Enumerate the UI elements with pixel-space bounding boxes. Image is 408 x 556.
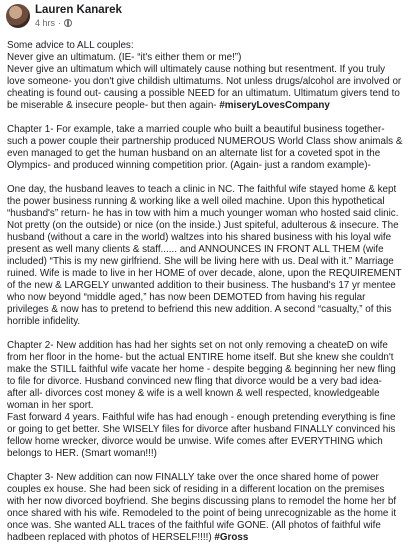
post-paragraph [7, 184, 403, 328]
post-meta [35, 18, 72, 28]
post-time[interactable]: 4 hrs [35, 18, 56, 28]
globe-icon[interactable] [64, 19, 72, 27]
author-name[interactable]: Lauren Kanarek [35, 4, 122, 16]
paragraph-text: One day, the husband leaves to teach a clinic in NC. The faithful wife stayed home & kept the power business running & working like a well oiled machine. Upon this hypothetical “husband's” return- he has in tow with him a much younger woman who hosted said clinic. Not pretty (on the outside) or nice (on the inside.) Just spiteful, adulterous & insecure. The husband (without a care in the world) waltzes into his shared business with his loyal wife present as well many clients & staff...... and ANNOUNCES IN FRONT ALL THEM (wife included) “This is my new girlfriend. She will be living here with us. Deal with it.” Marriage ruined. Wife is made to live in her HOME of over decade, alone, upon the REQUIREMENT of the new & LARGELY unwanted addition to their business. The husband's 17 yr mentee who now beyond “middle aged,” has now been DEMOTED from having his regular privileges & now has to pretend to befriend this new addition. A second “casualty,” of this horrible infidelity. [7, 184, 402, 327]
paragraph-text: Chapter 3- New addition can now FINALLY take over the once shared home of power couples ex house. She had been sick of residing in a different location on the premises with her now divorced boyfriend. She begins discussing plans to remodel the home her bf once shared with his wife. Remodeled to the point of being unrecognizable as the home it once was. She wanted ALL traces of the faithful wife GONE. (All photos of faithful wife hadbeen replaced with photos of HERSELF!!!!) [7, 472, 397, 543]
meta-separator: · [58, 18, 62, 28]
paragraph-text: Chapter 2- New addition has had her sights set on not only removing a cheateD on wife from her floor in the home- but the actual ENTIRE home itself. But she knew she couldn't make the STILL faithful wife vacate her home - despite begging & beginning her new fling to file for divorce. Husband convinced new fling that divorce would be a very bad idea- after all- divorces cost money & wife is a well known & well respected, knowledgeable woman in her sport. Fast forward 4 years. Faithful wife has had enough - enough pretending everything is fine or going to get better. She WISELY files for divorce after husband FINALLY convinced his fellow home wrecker, divorce would be unwise. Wife comes after EVERYTHING which belongs to HER. (Smart woman!!!) [7, 340, 396, 459]
post-body [7, 40, 403, 556]
post-paragraph [7, 124, 403, 172]
post-header [6, 4, 402, 34]
hashtag-link[interactable]: #miseryLovesCompany [219, 100, 330, 111]
paragraph-text: Some advice to ALL couples: Never give an ultimatum. (IE- “it's either them or me!”) Never give an ultimatum which will ultimately cause nothing but resentment. If you truly love someone- you don't give childish ultimatums. Not unless drugs/alcohol are involved or cheating is found out- causing a possible NEED for an ultimatum. Ultimatum givers tend to be miserable & insecure people- but then again- [7, 40, 402, 111]
hashtag-link[interactable]: #Gross [214, 532, 249, 543]
paragraph-text: Chapter 1- For example, take a married couple who built a beautiful business together- such a power couple their partnership produced NUMEROUS World Class show animals & even managed to get the human husband on an alternate list for a coveted spot in the Olympics- and produced winning competition prior. (Again- just a random example)- [7, 124, 403, 171]
author-avatar[interactable] [6, 4, 30, 28]
post-paragraph [7, 472, 403, 544]
post-paragraph [7, 340, 403, 460]
post-paragraph [7, 40, 403, 112]
